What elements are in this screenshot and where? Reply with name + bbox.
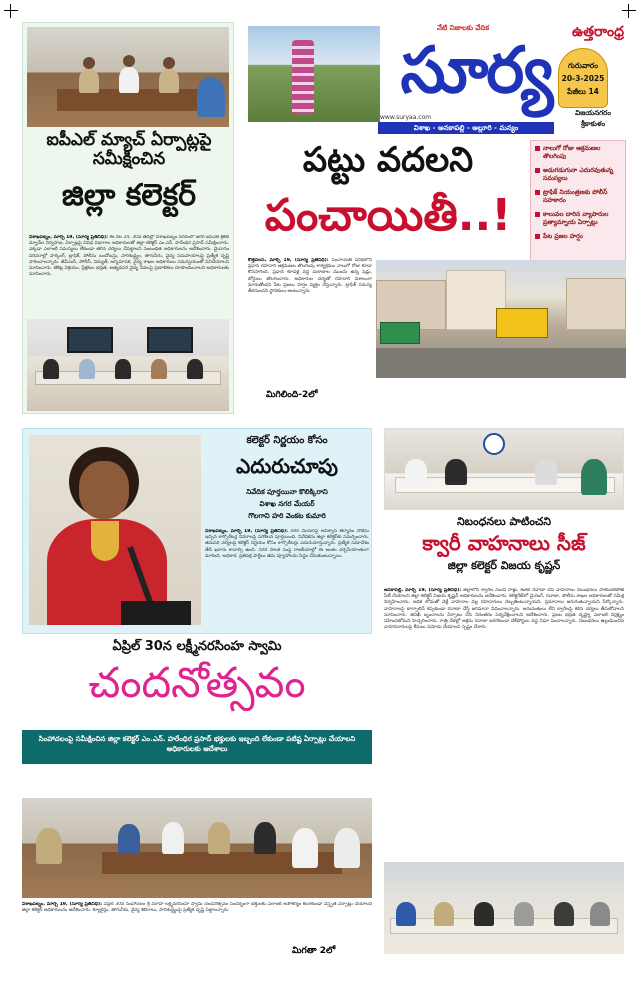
quarry-story — [384, 428, 624, 954]
road-clearing-photo — [376, 260, 626, 378]
officials-meeting-photo — [384, 862, 624, 954]
meeting-photo — [27, 27, 229, 127]
city: శ్రీకాకుళం — [580, 120, 606, 128]
page-count: పేజీలు 14 — [567, 87, 599, 96]
regions-bar: విశాఖ - అనకాపల్లి - అల్లూరి - మన్యం — [378, 122, 554, 134]
headline: జిల్లా కలెక్టర్ — [61, 178, 197, 213]
masthead-title: సూర్య — [400, 34, 552, 108]
review-photo — [22, 798, 372, 898]
headline-kicker: ఏప్రిల్ 30న లక్ష్మీనరసింహ స్వామి — [112, 639, 282, 654]
issue-day: గురువారం — [567, 61, 599, 70]
dateline: అనకాపల్లి, మార్చి 19, (సూర్య ప్రతినిధి): — [384, 588, 462, 593]
dateline: కొత్తవలస, మార్చి 19, (సూర్య ప్రతినిధి): — [248, 258, 329, 263]
website: www.suryaa.com — [380, 114, 432, 121]
ipl-review-story — [22, 22, 234, 414]
clock-tower-graphic — [292, 40, 314, 114]
story-body — [205, 529, 369, 629]
story-body — [248, 258, 372, 388]
masthead — [248, 22, 628, 134]
headline-line-1: పట్టు వదలని — [302, 140, 474, 180]
story-body — [29, 235, 229, 319]
edition-name: ఉత్తరాంధ్ర — [571, 24, 624, 40]
highlight-item: నాలుగో రోజు ఆక్రమణల తొలగింపు — [535, 145, 621, 161]
headline-line-2: పంచాయితీ..! — [264, 190, 512, 241]
dateline: విశాఖపట్నం, మార్చి 19, (సూర్య ప్రతినిధి): — [205, 529, 288, 534]
body-text: ఈ నెల 24, 30వ తేదీల్లో విశాఖపట్నం నగరంలో జరిగే ఐపీఎల్ క్రికెట్ మ్యాచ్‌ల నిర్వహణ, ఏర్పాట్లపై వివిధ విభాగాల అధికారులతో జిల్లా కలెక్టర్ ఎం.ఎన్. హరేంధిర ప్రసాద్ సమీక్షించారు. ఎక్కడా ఎలాంటి సమస్యలు లేకుండా తగిన చర్యలు చేపట్టాలని సంబంధిత అధికారులను ఆదేశించారు. మైదానం పరిసరాల్లో పార్కింగ్, ట్రాఫిక్, పోలీసు బందోబస్తు, పారిశుద్ధ్యం, తాగునీరు, వైద్య సదుపాయాలపై ప్రత్యేక దృష్టి సారించాలన్నారు. జీవీఎంసీ, పోలీస్, విద్యుత్, అగ్నిమాపక, వైద్య శాఖల అధికారులు సమన్వయంతో పనిచేయాలని సూచించారు. టికెట్ల విక్రయం, ప్రేక్షకుల భద్రత, అత్యవసర వైద్య సేవలపై ప్రణాళికలు రూపొందించాలని అధికారులకు సూచించారు. — [29, 235, 229, 278]
continued-label: మిగిలింది-2లో — [266, 390, 318, 400]
deck-line: గొలగాని హరి వెంకట కుమారి — [248, 512, 326, 520]
headline: చందనోత్సవం — [88, 658, 306, 707]
highlight-item: పేట ప్రజల హర్షం — [535, 233, 621, 241]
festival-story — [22, 640, 372, 960]
deck-banner: సింహాచలంపై సమీక్షించిన జిల్లా కలెక్టర్ ఎం.ఎన్. హరేంధిర ప్రసాద్ భక్తులకు ఇబ్బంది లేకుండా పటిష్ట ఏర్పాట్లు చేయాలని అధికారులకు ఆదేశాలు — [22, 730, 372, 764]
lead-story — [248, 138, 628, 414]
story-body — [22, 902, 372, 942]
body-text: నగర మేయర్‌పై అవిశ్వాస తీర్మానం నోటీసు ఇచ్చిన కార్పొరేటర్ల వివరాలపై పరిశీలన పూర్తయింది. నివేదికను జిల్లా కలెక్టర్‌కు సమర్పించారు. తదుపరి చర్యలపై కలెక్టర్ నిర్ణయం కోసం కార్పొరేటర్లు ఎదురుచూస్తున్నారు. ప్రత్యేక సమావేశం తేదీ ఖరారు కావాల్సి ఉంది. నగర పాలక సంస్థ రాజకీయాల్లో ఈ అంశం చర్చనీయాంశంగా మారింది. అధికార, ప్రతిపక్ష పార్టీలు తమ వ్యూహాలను సిద్ధం చేసుకుంటున్నాయి. — [205, 529, 369, 559]
masthead-photo — [248, 26, 380, 122]
continued-label: మిగతా 2లో — [292, 946, 336, 956]
mayor-story — [22, 428, 372, 634]
edition-cities — [558, 108, 628, 130]
headline: క్వారీ వాహనాలు సీజ్ — [422, 531, 586, 555]
review-meeting-photo — [384, 428, 624, 510]
headline-kicker: ఐపీఎల్ మ్యాచ్ ఏర్పాట్లపై సమీక్షించిన — [46, 130, 212, 169]
story-body — [384, 588, 624, 854]
headline-kicker: కలెక్టర్ నిర్ణయం కోసం — [246, 435, 328, 446]
highlight-item: ట్రాఫిక్ నియంత్రణకు పోలీస్ సహకారం — [535, 189, 621, 205]
city: విజయనగరం — [575, 109, 611, 117]
highlight-item: అడుగడుగునా ఎదురవుతున్న సమస్యలు — [535, 167, 621, 183]
body-text: పంచాయతీ పరిధిలోని ప్రధాన రహదారి ఆక్రమణల తొలగింపు కార్యక్రమం నాలుగో రోజు కూడా కొనసాగింది. ప్రధాన కూడళ్ల వద్ద దుకాణాల ముందు ఉన్న షెడ్లు, బోర్డులు తొలగించారు. అధికారుల చర్యతో రహదారి విశాలంగా మారుతోందని పేట ప్రజలు హర్షం వ్యక్తం చేస్తున్నారు. ట్రాఫిక్ సమస్య తీరనుందని స్థానికులు అంటున్నారు. — [248, 258, 372, 295]
deck-line: విశాఖ నగర మేయర్ — [259, 500, 315, 508]
date-box — [558, 48, 608, 108]
body-text: ఏప్రిల్ 30న సింహాచలం శ్రీ వరాహ లక్ష్మీనరసింహ స్వామి చందనోత్సవం సందర్భంగా భక్తులకు ఎలాంటి అసౌకర్యం కలగకుండా విస్తృత ఏర్పాట్లు చేయాలని జిల్లా కలెక్టర్ అధికారులను ఆదేశించారు. క్యూలైన్లు, తాగునీరు, వైద్య శిబిరాలు, పారిశుద్ధ్యంపై ప్రత్యేక దృష్టి పెట్టాలన్నారు. — [22, 902, 372, 914]
crop-mark — [4, 4, 18, 18]
dateline: విశాఖపట్నం, మార్చి 19, (సూర్య ప్రతినిధి): — [29, 235, 108, 240]
dateline: విశాఖపట్నం, మార్చి 19, (సూర్య ప్రతినిధి): — [22, 902, 102, 907]
body-text: జిల్లాలోని క్వారీల నుంచి రాళ్లు, కంకర రవాణా చేసే వాహనాలు నిబంధనలు పాటించకపోతే సీజ్ చేయాలని జిల్లా కలెక్టర్ విజయ కృష్ణన్ అధికారులను ఆదేశించారు. కలెక్టరేట్‌లో మైనింగ్, రవాణా, పోలీసు శాఖల అధికారులతో సమీక్ష నిర్వహించారు. అధిక లోడుతో వెళ్లే వాహనాల వల్ల రహదారులు దెబ్బతింటున్నాయని, ప్రమాదాలు జరుగుతున్నాయని పేర్కొన్నారు. వాహనాలపై టార్పాలిన్ కప్పకుండా రవాణా చేస్తే జరిమానా విధించాలన్నారు. అనుమతులు లేని క్వారీలపై కఠిన చర్యలు తీసుకోవాలని సూచించారు. తనిఖీ బృందాలను ఏర్పాటు చేసి నిరంతరం పర్యవేక్షించాలని ఆదేశించారు. ప్రజల భద్రత దృష్ట్యా ఎలాంటి నిర్లక్ష్యం సహించబోమని హెచ్చరించారు. రాత్రి వేళల్లో అక్రమ రవాణా జరగకుండా చెక్‌పోస్టుల వద్ద నిఘా పెంచాలన్నారు. నిబంధనలు ఉల్లంఘించిన వాహనదారులపై కేసులు నమోదు చేయాలని స్పష్టం చేశారు. — [384, 588, 624, 631]
deck-line: నివేదిక పూర్తయినా కొలిక్కిరాని — [246, 488, 328, 496]
crop-mark — [622, 4, 636, 18]
conference-photo — [27, 319, 229, 411]
issue-date: 20-3-2025 — [561, 74, 605, 83]
deck-line: జిల్లా కలెక్టర్ విజయ కృష్ణన్ — [447, 559, 561, 572]
headline-kicker: నిబంధనలు పాటించని — [457, 515, 551, 528]
highlight-item: కాలువల దారిన వ్యాపారుల ప్రత్యామ్నాయ ఏర్పాట్లు — [535, 211, 621, 227]
masthead-tagline: నేటి నిజాలకు వేదిక — [436, 24, 490, 32]
headline: ఎదురుచూపు — [236, 454, 338, 478]
mayor-photo — [29, 435, 201, 625]
